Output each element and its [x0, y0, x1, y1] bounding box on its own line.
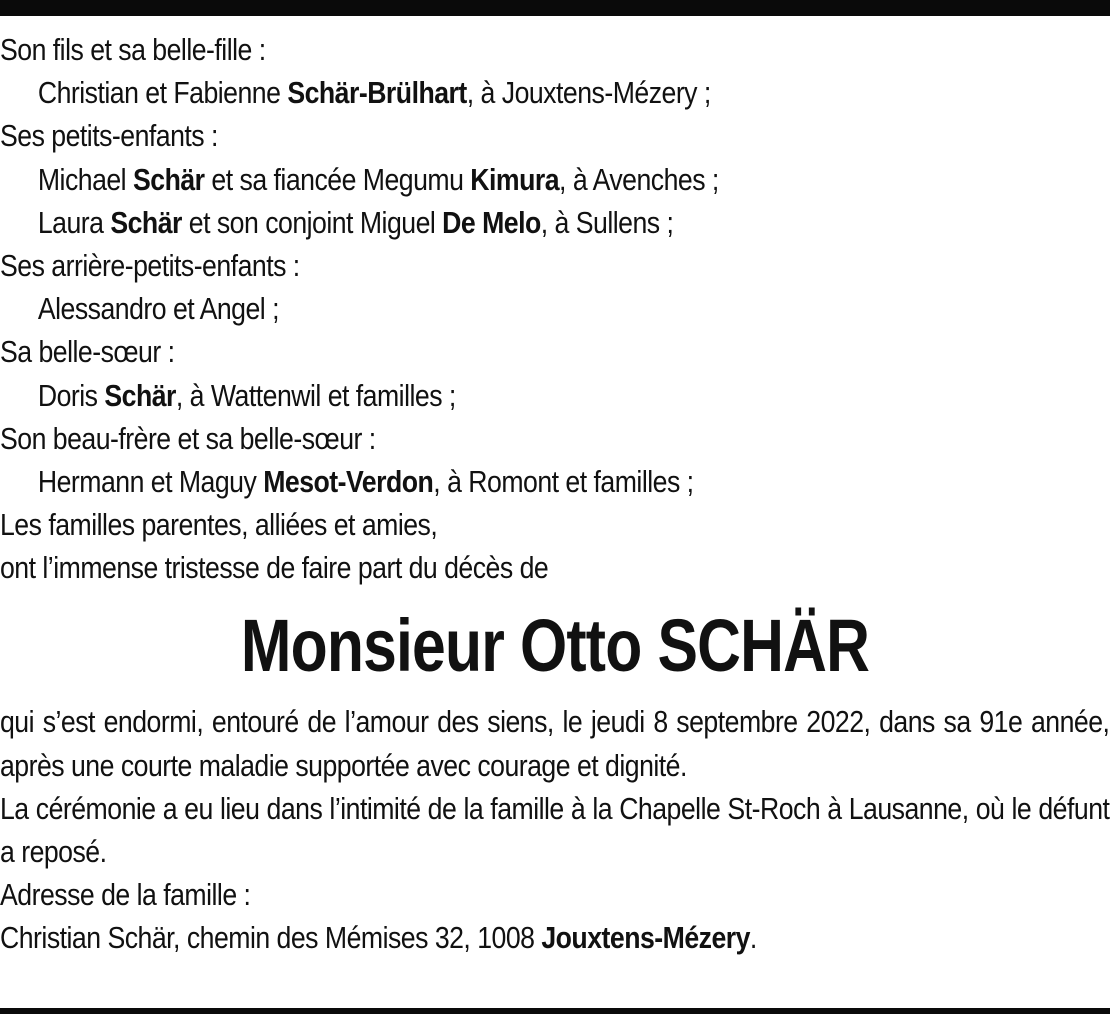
address-heading: Adresse de la famille :: [0, 877, 251, 913]
ceremony-paragraph-wrap: [0, 787, 1110, 873]
announcement-line: ont l’immense tristesse de faire part du décès de: [0, 550, 549, 586]
grandchild2-location: , à Sullens ;: [540, 204, 674, 240]
son-names: [0, 71, 955, 114]
sister-in-law-line: [0, 374, 955, 417]
grandchild2-surname: Schär: [110, 204, 182, 240]
grandchild1-partner-surname: Kimura: [470, 161, 560, 197]
son-names-pre: Christian et Fabienne: [37, 75, 288, 111]
son-surname: Schär-Brülhart: [287, 75, 467, 111]
great-grandchildren-names: Alessandro et Angel ;: [37, 291, 279, 327]
grandchild-line-2: [0, 201, 955, 244]
grandchild2-first: Laura: [37, 204, 111, 240]
sister-in-law-surname: Schär: [104, 377, 176, 413]
families-line: Les familles parentes, alliées et amies,: [0, 507, 438, 543]
sister-in-law-first: Doris: [37, 377, 105, 413]
brother-in-law-location: , à Romont et familles ;: [433, 463, 694, 499]
grandchild-line-1: [0, 158, 955, 201]
ceremony-paragraph: La cérémonie a eu lieu dans l’intimité de la famille à la Chapelle St-Roch à Lausanne, où le défunt a reposé.: [0, 790, 1110, 870]
passing-paragraph-wrap: [0, 700, 1110, 786]
bottom-rule: [0, 1008, 1110, 1014]
brother-in-law-surname: Mesot-Verdon: [263, 463, 434, 499]
son-heading: Son fils et sa belle-fille :: [0, 32, 266, 67]
grandchild1-partner: et sa fiancée Megumu: [204, 161, 471, 197]
sister-in-law-location: , à Wattenwil et familles ;: [175, 377, 456, 413]
brother-in-law-heading: Son beau-frère et sa belle-sœur :: [0, 420, 376, 456]
grandchild1-first: Michael: [37, 161, 133, 197]
brother-in-law-first: Hermann et Maguy: [37, 463, 264, 499]
grandchildren-heading: Ses petits-enfants :: [0, 118, 218, 154]
deceased-name: Monsieur Otto SCHÄR: [240, 604, 870, 688]
son-location: , à Jouxtens-Mézery ;: [466, 75, 711, 111]
grandchild1-location: , à Avenches ;: [559, 161, 719, 197]
obituary-notice: [0, 28, 1110, 960]
passing-paragraph: qui s’est endormi, entouré de l’amour des siens, le jeudi 8 septembre 2022, dans sa 91e année, après une courte maladie supportée avec courage et dignité.: [0, 704, 1110, 783]
address-period: .: [749, 920, 757, 956]
address-street: Christian Schär, chemin des Mémises 32, 1008: [0, 920, 542, 956]
grandchild2-partner-surname: De Melo: [442, 204, 541, 240]
sister-in-law-heading: Sa belle-sœur :: [0, 334, 175, 370]
grandchild2-partner: et son conjoint Miguel: [181, 204, 443, 240]
address-town: Jouxtens-Mézery: [541, 920, 750, 956]
family-address: [0, 916, 955, 959]
great-grandchildren-heading: Ses arrière-petits-enfants :: [0, 247, 300, 283]
grandchild1-surname: Schär: [132, 161, 205, 197]
brother-in-law-line: [0, 460, 955, 503]
top-rule: [0, 0, 1110, 16]
